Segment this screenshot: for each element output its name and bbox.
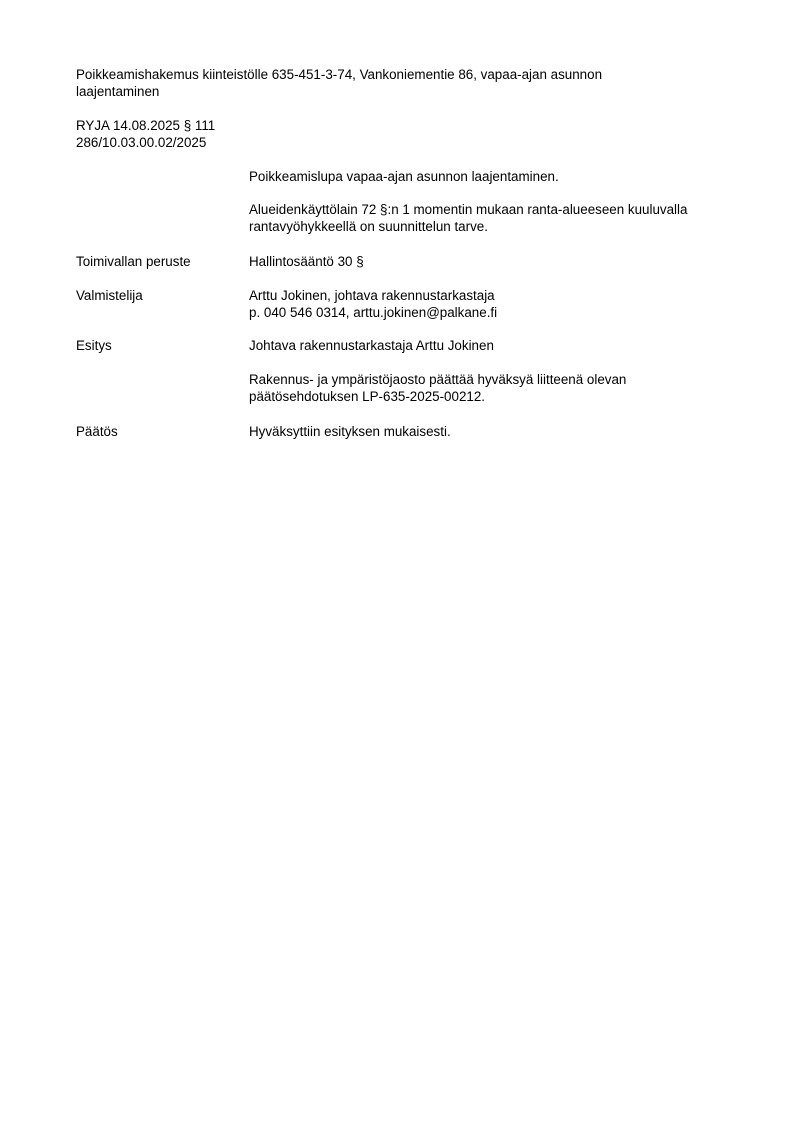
- meeting-reference: RYJA 14.08.2025 § 111: [76, 118, 216, 133]
- proposal-text-line: Rakennus- ja ympäristöjaosto päättää hyväksyä liitteenä olevan: [249, 372, 627, 387]
- subject-reason: [249, 201, 739, 235]
- subject-reason-line: Alueidenkäyttölain 72 §:n 1 momentin mukaan ranta-alueeseen kuuluvalla: [249, 202, 688, 217]
- document-title: [76, 66, 716, 100]
- decision-value: [249, 423, 739, 440]
- authority-value: [249, 253, 739, 270]
- title-line: Poikkeamishakemus kiinteistölle 635-451-3-74, Vankoniementie 86, vapaa-ajan asunnon: [76, 67, 603, 82]
- proposal-presenter-text: Johtava rakennustarkastaja Arttu Jokinen: [249, 338, 494, 353]
- preparer-name: Arttu Jokinen, johtava rakennustarkastaja: [249, 288, 495, 303]
- subject-reason-line: rantavyöhykkeellä on suunnittelun tarve.: [249, 219, 488, 234]
- proposal-text-line: päätösehdotuksen LP-635-2025-00212.: [249, 389, 486, 404]
- reference-block: [76, 117, 215, 151]
- proposal-text: [249, 371, 739, 405]
- subject-summary: [249, 168, 739, 185]
- diary-number: 286/10.03.00.02/2025: [76, 135, 207, 150]
- decision-label: Päätös: [76, 424, 118, 439]
- authority-label: Toimivallan peruste: [76, 254, 191, 269]
- authority-value-text: Hallintosääntö 30 §: [249, 254, 364, 269]
- proposal-label: Esitys: [76, 338, 112, 353]
- subject-summary-text: Poikkeamislupa vapaa-ajan asunnon laajentaminen.: [249, 169, 559, 184]
- proposal-presenter: [249, 337, 739, 354]
- preparer-value: [249, 287, 739, 321]
- title-line: laajentaminen: [76, 84, 160, 99]
- preparer-label: Valmistelija: [76, 288, 143, 303]
- decision-value-text: Hyväksyttiin esityksen mukaisesti.: [249, 424, 451, 439]
- preparer-contact: p. 040 546 0314, arttu.jokinen@palkane.fi: [249, 305, 498, 320]
